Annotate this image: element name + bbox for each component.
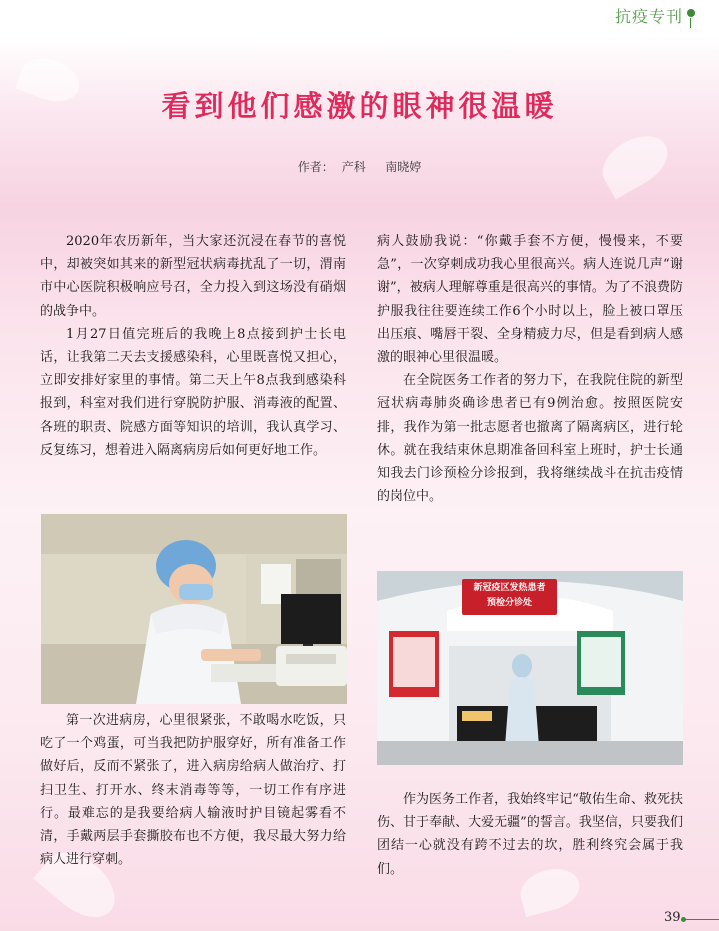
- banner-line-2: 预检分诊处: [486, 598, 532, 608]
- tent-banner-text: [462, 581, 557, 611]
- byline-prefix: 作者：: [297, 160, 334, 174]
- photo-nurse-illustration: [41, 514, 347, 704]
- banner-line-1: 新冠疫区发热患者: [473, 583, 546, 593]
- page-number: 39: [664, 910, 681, 925]
- byline: [0, 158, 719, 175]
- paragraph: 2020年农历新年，当大家还沉浸在春节的喜悦中，却被突如其来的新型冠状病毒扰乱了一切，渭南市中心医院积极响应号召，全力投入到这场没有硝烟的战争中。: [40, 234, 346, 319]
- photo-triage-tent: [377, 571, 683, 765]
- column-2-text: [377, 230, 683, 508]
- byline-author: 南晓婷: [385, 160, 422, 174]
- paragraph-continued: 病人鼓励我说：“你戴手套不方便，慢慢来，不要急”，一次穿刺成功我心里很高兴。病人连说几声“谢谢”，被病人理解尊重是很高兴的事情。为了不浪费防护服我往往要连续工作6个小时以上，脸上被口罩压出压痕、嘴唇干裂、全身精疲力尽，但是看到病人感激的眼神心里很温暖。: [377, 234, 683, 366]
- column-1-text-continued: [40, 709, 346, 871]
- section-label: 抗疫专刊: [614, 7, 683, 26]
- photo-nurse-at-computer: [41, 514, 347, 704]
- paragraph: 在全院医务工作者的努力下，在我院住院的新型冠状病毒肺炎确诊患者已有9例治愈。按照医院安排，我作为第一批志愿者也撤离了隔离病区，进行轮休。就在我结束休息期准备回科室上班时，护士长通知我去门诊预检分诊报到，我将继续战斗在抗击疫情的岗位中。: [377, 373, 683, 505]
- article-title: 看到他们感激的眼神很温暖: [161, 89, 558, 123]
- paragraph: 1月27日值完班后的我晚上8点接到护士长电话，让我第二天去支援感染科，心里既喜悦又担心，立即安排好家里的事情。第二天上午8点我到感染科报到，科室对我们进行穿脱防护服、消毒液的配置、各班的职责、院感方面等知识的培训，我认真学习、反复练习，想着进入隔离病房后如何更好地工作。: [40, 326, 346, 458]
- paragraph: 第一次进病房，心里很紧张，不敢喝水吃饭，只吃了一个鸡蛋，可当我把防护服穿好，所有准备工作做好后，反而不紧张了，进入病房给病人做治疗、打扫卫生、打开水、终末消毒等等，一切工作有序进行。最难忘的是我要给病人输液时护目镜起雾看不清，手戴两层手套撕胶布也不方便，我尽最大努力给病人进行穿刺。: [40, 713, 346, 868]
- byline-department: 产科: [341, 160, 366, 174]
- column-1-text: [40, 230, 346, 462]
- header-divider: [690, 18, 691, 28]
- paragraph: 作为医务工作者，我始终牢记“敬佑生命、救死扶伤、甘于奉献、大爱无疆”的誓言。我坚信，只要我们团结一心就没有跨不过去的坎，胜利终究会属于我们。: [377, 792, 683, 877]
- header-dot-icon: [687, 9, 695, 17]
- footer-divider: [683, 919, 719, 920]
- column-2-text-continued: [377, 788, 683, 881]
